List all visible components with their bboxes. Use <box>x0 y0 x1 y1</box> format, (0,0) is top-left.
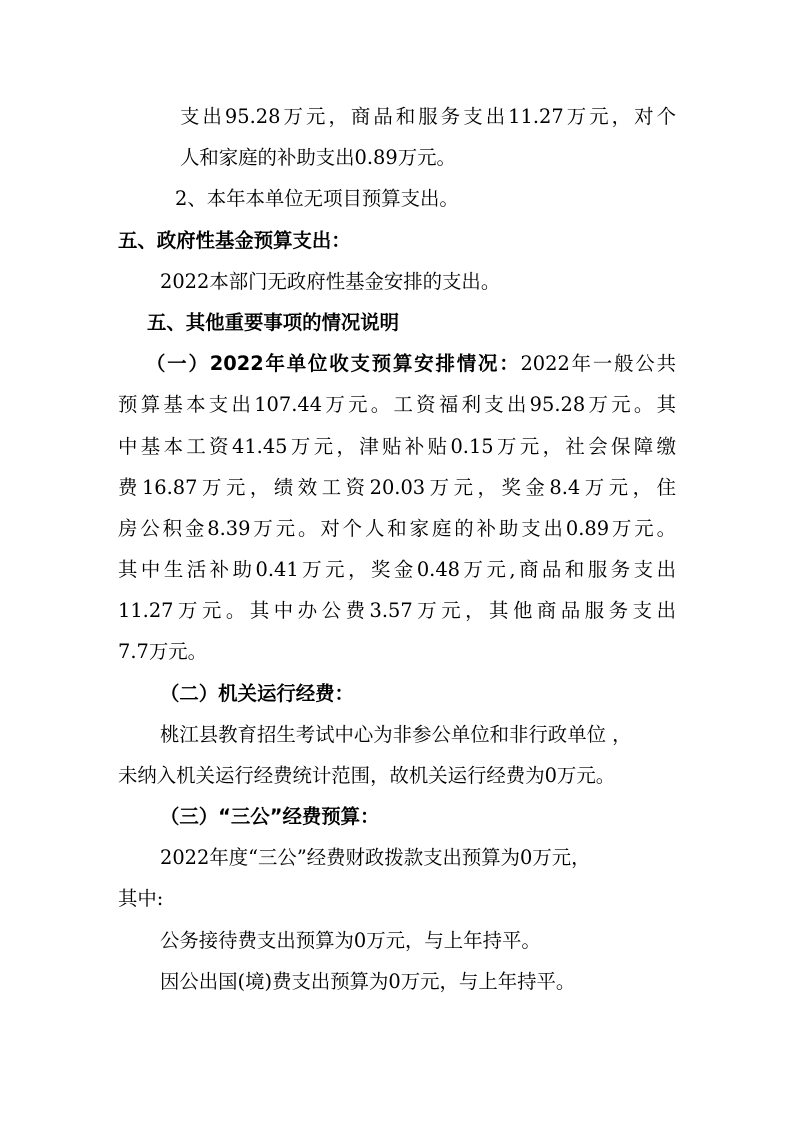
paragraph-line: 房公积金8.39万元。对个人和家庭的补助支出0.89万元。 <box>118 517 676 540</box>
paragraph-line: 中基本工资41.45万元，津贴补贴0.15万元，社会保障缴 <box>118 435 676 458</box>
section-heading: 五、其他重要事项的情况说明 <box>147 311 400 334</box>
paragraph-text: 2022年一般公共 <box>520 352 676 375</box>
paragraph-line: 7.7万元。 <box>118 640 208 663</box>
paragraph-line: 预算基本支出107.44万元。工资福利支出95.28万元。其 <box>118 393 676 416</box>
paragraph-line: 2022本部门无政府性基金安排的支出。 <box>160 270 501 293</box>
subsection-heading: （二）机关运行经费： <box>160 682 354 705</box>
paragraph-line: 其中: <box>118 887 164 910</box>
paragraph-line <box>146 354 676 373</box>
paragraph-line: 人和家庭的补助支出0.89万元。 <box>180 146 456 169</box>
paragraph-line: 桃江县教育招生考试中心为非参公单位和非行政单位 ， <box>160 723 632 746</box>
subsection-heading: （一）2022年单位收支预算安排情况： <box>146 352 521 375</box>
paragraph-line: 未纳入机关运行经费统计范围，故机关运行经费为0万元。 <box>118 764 616 787</box>
paragraph-line: 2022年度“三公”经费财政拨款支出预算为0万元， <box>160 846 591 869</box>
paragraph-line: 其中生活补助0.41万元，奖金0.48万元,商品和服务支出 <box>118 558 676 581</box>
paragraph-line: 因公出国(境)费支出预算为0万元，与上年持平。 <box>160 970 576 993</box>
paragraph-line: 11.27万元。其中办公费3.57万元，其他商品服务支出 <box>118 599 676 622</box>
paragraph-line: 费16.87万元，绩效工资20.03万元，奖金8.4万元，住 <box>118 476 676 499</box>
paragraph-line: 公务接待费支出预算为0万元，与上年持平。 <box>160 929 541 952</box>
paragraph-line: 2、本年本单位无项目预算支出。 <box>175 187 459 210</box>
paragraph-line: 支出95.28万元，商品和服务支出11.27万元，对个 <box>180 105 676 128</box>
section-heading: 五、政府性基金预算支出： <box>118 229 351 252</box>
subsection-heading: （三）“三公”经费预算： <box>160 805 380 828</box>
